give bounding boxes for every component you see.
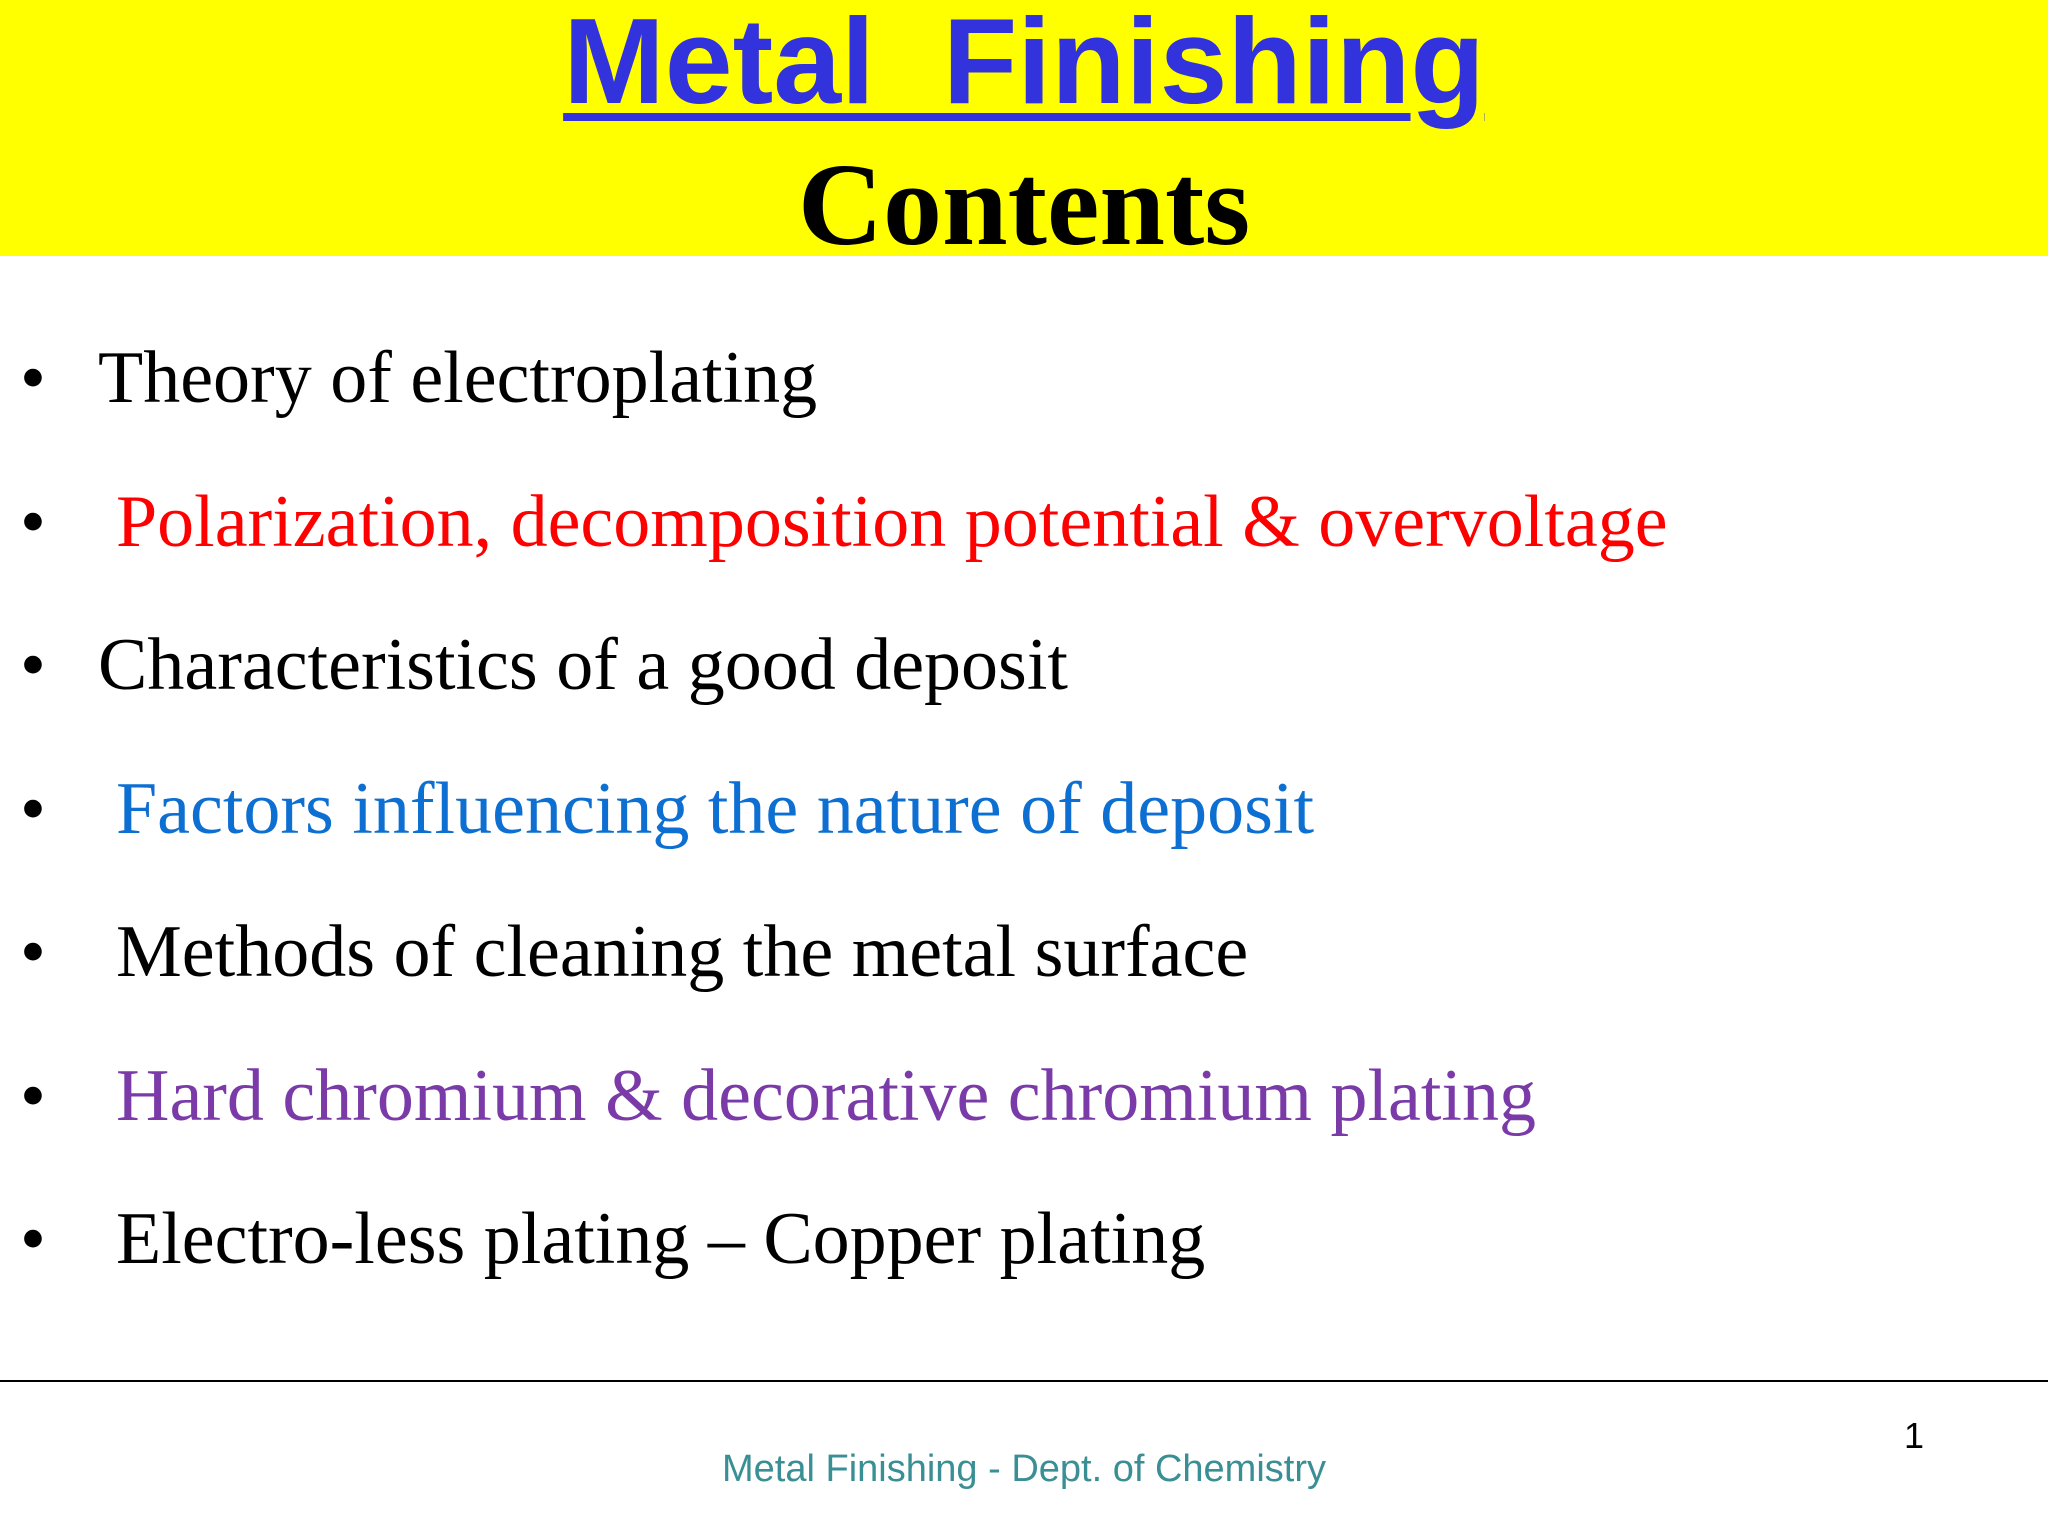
slide-subtitle: Contents [797,139,1251,270]
contents-item-text: Hard chromium & decorative chromium plating [116,1054,1536,1137]
footer-text: Metal Finishing - Dept. of Chemistry [722,1448,1326,1490]
contents-item-text: Polarization, decomposition potential & overvoltage [116,480,1668,563]
bullet-icon: • [20,911,46,993]
contents-item [0,1048,2048,1192]
contents-item-text: Theory of electroplating [98,337,818,419]
contents-item-text: Electro-less plating – Copper plating [116,1198,1206,1280]
footer-divider [0,1380,2048,1382]
contents-item [0,617,2048,761]
bullet-icon: • [20,480,46,563]
bullet-icon: • [20,624,46,706]
page-number: 1 [1903,1415,1924,1456]
contents-item-text: Methods of cleaning the metal surface [116,911,1249,993]
bullet-icon: • [20,767,46,850]
bullet-icon: • [20,1198,46,1280]
contents-item-text: Factors influencing the nature of deposit [116,767,1315,850]
contents-item [0,904,2048,1048]
contents-item [0,761,2048,905]
contents-item [0,474,2048,618]
bullet-icon: • [20,337,46,419]
contents-item [0,330,2048,474]
bullet-icon: • [20,1054,46,1137]
slide-title-text: Metal Finishing [563,0,1485,129]
contents-item-text: Characteristics of a good deposit [98,624,1068,706]
contents-item [0,1191,2048,1335]
slide-title [0,0,2048,129]
contents-list [0,330,2048,1335]
